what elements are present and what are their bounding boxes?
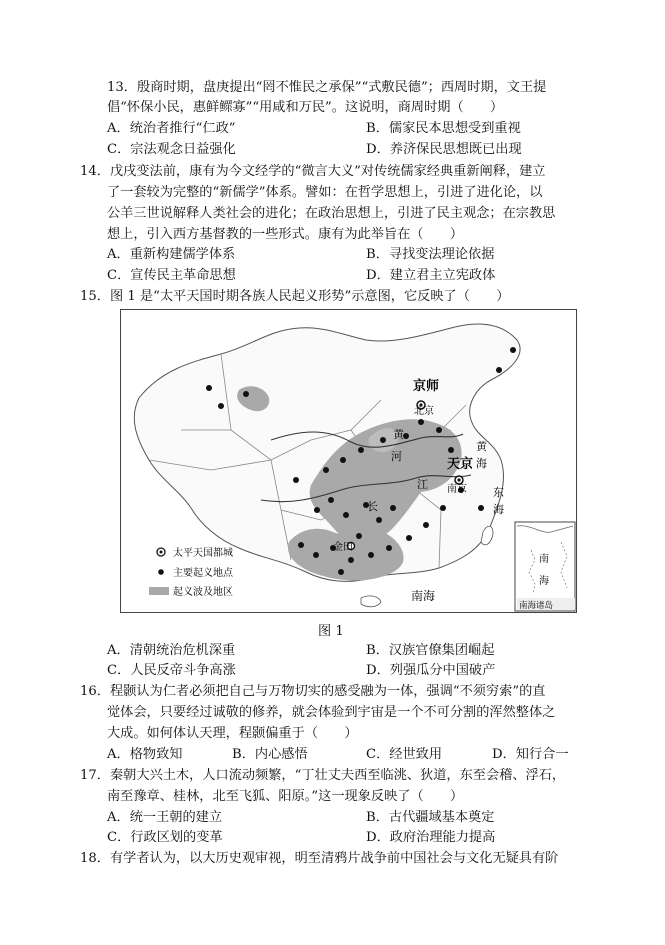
q13-stem-line2: 倡“怀保小民，惠鲜鳏寡”“用咸和万民”。这说明，商周时期（ ）	[107, 100, 504, 115]
inset-nan: 南	[539, 554, 549, 565]
label-tianjing: 天京	[447, 457, 474, 472]
q17-option-c[interactable]: C．行政区划的变革	[107, 830, 223, 845]
q15-option-b[interactable]: B．汉族官僚集团崛起	[366, 643, 495, 658]
q16-option-c[interactable]: C．经世致用	[366, 747, 443, 762]
q15-option-d[interactable]: D．列强瓜分中国破产	[366, 663, 496, 678]
q14-stem-line3: 公羊三世说解释人类社会的进化；在政治思想上，引进了民主观念；在宗教思	[107, 206, 556, 221]
label-nanjing: 南京	[447, 484, 467, 495]
q16-option-a[interactable]: A．格物致知	[107, 747, 183, 762]
label-huanghai-1: 黄	[476, 440, 487, 453]
uprising-area-south	[288, 529, 404, 581]
legend-capital: 太平天国都城	[173, 548, 233, 559]
q14-option-d[interactable]: D．建立君主立宪政体	[366, 268, 496, 283]
q16-option-b[interactable]: B．内心感悟	[232, 747, 308, 762]
label-nanhai: 南海	[411, 589, 436, 603]
q17-stem-line2: 南至豫章、桂林，北至飞狐、阳原。”这一现象反映了（ ）	[107, 789, 464, 804]
map-svg	[121, 310, 576, 612]
q13-option-a[interactable]: A．统治者推行“仁政”	[107, 121, 236, 136]
q13-option-d[interactable]: D．养济保民思想既已出现	[366, 142, 522, 157]
q14-option-c[interactable]: C．宣传民主革命思想	[107, 268, 236, 283]
q13-option-c[interactable]: C．宗法观念日益强化	[107, 142, 236, 157]
q16-stem-line2: 觉体会，只要经过诚敬的修养，就会体验到宇宙是一个不可分割的浑然整体之	[107, 705, 556, 720]
uprising-map	[120, 309, 577, 613]
south-china-sea-inset	[515, 522, 575, 611]
label-chang: 长	[367, 500, 378, 513]
figure-caption: 图 1	[318, 624, 344, 639]
label-jiang: 江	[417, 478, 428, 491]
taiping-capital-marker-inner	[457, 478, 460, 481]
map-legend	[149, 546, 234, 598]
q17-option-a[interactable]: A．统一王朝的建立	[107, 810, 223, 825]
inset-hai: 海	[539, 576, 549, 587]
label-he: 河	[391, 450, 402, 463]
q14-option-a[interactable]: A．重新构建儒学体系	[107, 247, 236, 262]
q17-option-d[interactable]: D．政府治理能力提高	[366, 830, 496, 845]
q18-stem-line1: 18．有学者认为，以大历史观审视，明至清鸦片战争前中国社会与文化无疑具有阶	[80, 851, 559, 866]
label-jintian: 金田	[333, 542, 353, 553]
inset-title: 南海诸岛	[519, 601, 554, 611]
q14-stem-line2: 了一套较为完整的“新儒学”体系。譬如：在哲学思想上，引进了进化论，以	[107, 185, 543, 200]
q15-option-a[interactable]: A．清朝统治危机深重	[107, 643, 236, 658]
q15-stem-line1: 15．图 1 是“太平天国时期各族人民起义形势”示意图，它反映了（ ）	[80, 289, 510, 304]
label-jingshi: 京师	[413, 379, 440, 394]
q16-stem-line3: 大成。如何体认天理，程颢偏重于（ ）	[107, 726, 358, 741]
label-beijing: 北京	[414, 406, 434, 417]
q15-option-c[interactable]: C．人民反帝斗争高涨	[107, 663, 236, 678]
q17-option-b[interactable]: B．古代疆域基本奠定	[366, 810, 495, 825]
q14-stem-line1: 14．戊戌变法前，康有为今文经学的“微言大义”对传统儒家经典重新阐释，建立	[80, 164, 546, 179]
hainan-island	[361, 596, 381, 607]
q14-stem-line4: 想上，引入西方基督教的一些形式。康有为此举旨在（ ）	[107, 227, 464, 242]
q16-option-d[interactable]: D．知行合一	[492, 747, 569, 762]
q16-stem-line1: 16．程颢认为仁者必须把自己与万物切实的感受融为一体，强调“不须穷索”的直	[80, 684, 546, 699]
label-donghai-1: 东	[493, 486, 504, 499]
label-donghai-2: 海	[493, 503, 504, 516]
legend-uprising-point: 主要起义地点	[173, 568, 233, 579]
q13-option-b[interactable]: B．儒家民本思想受到重视	[366, 121, 521, 136]
q13-stem-line1: 13．殷商时期，盘庚提出“罔不惟民之承保”“式敷民德”；西周时期，文王提	[107, 80, 547, 95]
q14-option-b[interactable]: B．寻找变法理论依据	[366, 247, 495, 262]
q17-stem-line1: 17．秦朝大兴土木，人口流动频繁，“丁壮丈夫西至临洮、狄道，东至会稽、浮石，	[80, 768, 566, 783]
label-huang: 黄	[393, 428, 404, 441]
legend-affected-area: 起义波及地区	[173, 587, 233, 598]
label-huanghai-2: 海	[476, 457, 487, 470]
